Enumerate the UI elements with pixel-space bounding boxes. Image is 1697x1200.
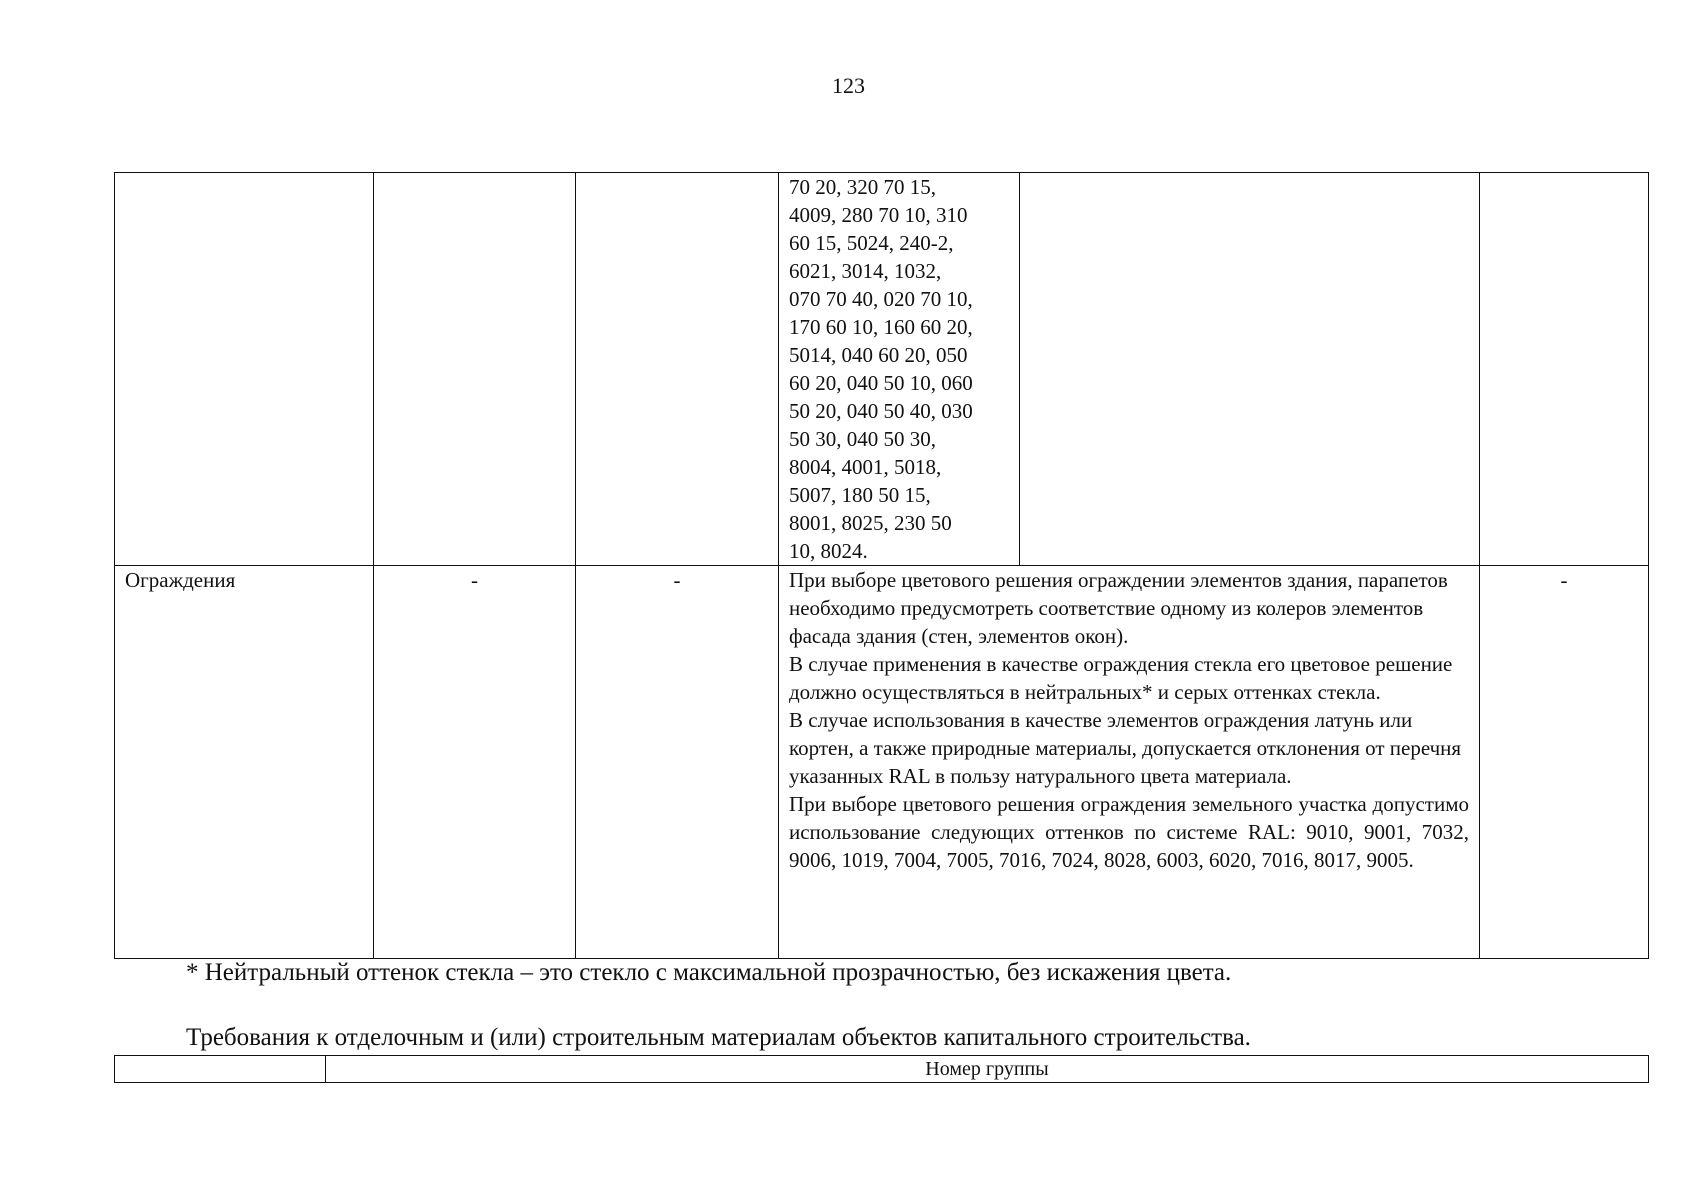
fence-requirements-cell: [779, 566, 1480, 959]
color-requirements-table: [114, 172, 1649, 959]
table-cell: [576, 173, 779, 566]
materials-table: [114, 1055, 1649, 1083]
table-row: [115, 566, 1649, 959]
table-cell-dash: -: [374, 566, 576, 959]
table-cell: [374, 173, 576, 566]
table-row: [115, 1056, 1649, 1083]
group-number-header: Номер группы: [326, 1056, 1649, 1083]
table-row: [115, 173, 1649, 566]
fence-paragraph: В случае применения в качестве ограждения стекла его цветовое решение должно осуществляться в нейтральных* и серых оттенках стекла.: [789, 652, 1453, 704]
fence-paragraph: При выборе цветового решения ограждения земельного участка допустимо использование следующих оттенков по системе RAL: 9010, 9001, 7032, 9006, 1019, 7004, 7005, 7016, 7024, 8028, 6003, 6020, 7016, 8017, 9005.: [789, 792, 1469, 872]
color-codes-cell: 70 20, 320 70 15, 4009, 280 70 10, 310 60 15, 5024, 240-2, 6021, 3014, 1032, 070 70 40, 020 70 10, 170 60 10, 160 60 20, 5014, 040 60 20, 050 60 20, 040 50 10, 060 50 20, 040 50 40, 030 50 30, 040 50 30, 8004, 4001, 5018, 5007, 180 50 15, 8001, 8025, 230 50 10, 8024.: [779, 173, 1020, 566]
page-number: 123: [832, 73, 865, 98]
fence-paragraph: В случае использования в качестве элементов ограждения латунь или кортен, а также природные материалы, допускается отклонения от перечня указанных RAL в пользу натурального цвета материала.: [789, 708, 1462, 788]
table-cell: [1020, 173, 1480, 566]
table-cell: [115, 1056, 326, 1083]
requirements-heading: Требования к отделочным и (или) строительным материалам объектов капитального строительства.: [186, 1024, 1251, 1051]
row-label-fences: Ограждения: [115, 566, 374, 959]
table-cell: [1480, 173, 1649, 566]
table-cell: [115, 173, 374, 566]
footnote: * Нейтральный оттенок стекла – это стекло с максимальной прозрачностью, без искажения цвета.: [186, 959, 1232, 986]
fence-paragraph: При выборе цветового решения ограждении элементов здания, парапетов необходимо предусмотреть соответствие одному из колеров элементов фасада здания (стен, элементов окон).: [789, 568, 1448, 648]
table-cell-dash: -: [576, 566, 779, 959]
table-cell-dash: -: [1480, 566, 1649, 959]
